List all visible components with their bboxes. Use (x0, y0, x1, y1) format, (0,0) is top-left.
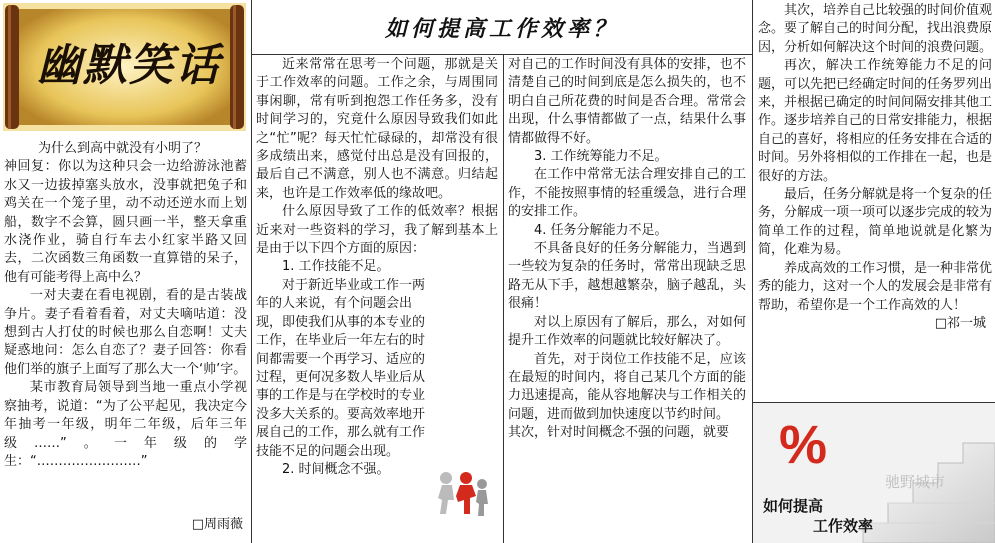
article-para-reasons: 什么原因导致了工作的低效率？根据近来对一些资料的学习，我了解到基本上是由于以下四个方面的原因： (256, 204, 498, 257)
column-divider-1 (251, 0, 252, 543)
article-para-habit: 养成高效的工作习惯，是一种非常优秀的能力，这对一个人的发展会是非常有帮助，希望你是一个工作高效的人！ (758, 260, 992, 313)
article-title-bar (252, 0, 752, 54)
article-column-2 (508, 56, 746, 543)
humor-signature: □周雨薇 (191, 517, 243, 532)
article-heading-3: 3. 工作统筹能力不足。 (534, 149, 668, 165)
percent-icon: % (779, 415, 828, 475)
joke-1-question: 为什么到高中就没有小明了？ (38, 141, 208, 156)
article-para-last: 最后，任务分解就是将一个复杂的任务，分解成一项一项可以逐步完成的较为简单工作的过程，简单地说就是化繁为简，化难为易。 (758, 187, 992, 258)
article-para-value: 其次，培养自己比较强的时间价值观念。要了解自己的时间分配，找出浪费原因，分析如何解决这个时间的浪费问题。 (758, 3, 992, 55)
article-para-coordinate: 再次，解决工作统筹能力不足的问题，可以先把已经确定时间的任务罗列出来，并根据已确定的时间间隔安排其他工作。逐步培养自己的日常安排能力，根据自己的喜好，将相应的任务安排在合适的时间。另外将相似的工作排在一起，也是很好的方法。 (758, 58, 992, 184)
humor-banner-title: 幽默笑话 (37, 40, 221, 91)
article-para-time: 对自己的工作时间没有具体的安排，也不清楚自己的时间到底是怎么损失的，也不明白自己所花费的时间是否合理。常常会出现，什么事情都做了一点，结果什么事情都做得不好。 (508, 57, 746, 146)
article-para-decompose: 不具备良好的任务分解能力，当遇到一些较为复杂的任务时，常常出现缺乏思路无从下手，越想越繁杂，脑子越乱，头很痛！ (508, 241, 746, 312)
watermark-text: 驰野城市 (885, 473, 946, 491)
humor-text-block (4, 140, 247, 471)
article-heading-2: 2. 时间概念不强。 (282, 461, 390, 477)
article-heading-4: 4. 任务分解能力不足。 (534, 222, 668, 238)
article-para-planning: 在工作中常常无法合理安排自己的工作，不能按照事情的轻重缓急，进行合理的安排工作。 (508, 167, 746, 220)
article-column-divider (503, 54, 504, 543)
article-column-3 (758, 2, 992, 402)
efficiency-image (753, 403, 995, 543)
article-para-second-start: 其次，针对时间概念不强的问题，就要 (508, 425, 730, 441)
article-title: 如何提高工作效率？ (384, 15, 619, 42)
image-caption-line-1: 如何提高 (763, 498, 824, 515)
title-divider (252, 54, 752, 55)
article-para-skills: 对于新近毕业或工作一两年的人来说，有个问题会出现，即使我们从事的本专业的工作，在毕业后一年左右的时间都需要一个再学习、适应的过程，更何况多数人毕业后从事的工作是与在学校时的专业没多大关系的。要高效率地开展自己的工作，那么就有工作技能不足的问题会出现。 (256, 277, 426, 459)
joke-3: 某市教育局领导到当地一重点小学视察抽考，说道：“为了公平起见，我决定今年抽考一年级，明年二年级，后年三年级……”。一年级的学生：“……………………” (4, 380, 247, 469)
joke-1-answer: 神回复：你以为这种只会一边给游泳池蓄水又一边拔掉塞头放水，没事就把兔子和鸡关在一个笼子里，动不动还逆水而上划船，数字不会算，圆只画一半，整天拿重水浇作业，骑自行车去小红家半路又回去，二次函数三角函数一直算错的呆子，他有可能考得上高中么？ (4, 159, 247, 285)
runners-illustration (432, 470, 492, 522)
article-signature: □祁一城 (934, 315, 986, 331)
image-caption-line-2: 工作效率 (813, 518, 874, 535)
humor-column (0, 0, 251, 543)
joke-2: 一对夫妻在看电视剧，看的是古装战争片。妻子看着看着，对丈夫嘀咕道：没想到古人打仗的时候也那么自恋啊！丈夫疑惑地问：怎么自恋了？妻子回答：你看他们举的旗子上面写了那么大一个‘帅’字。 (4, 288, 247, 377)
article-para-intro: 近来常常在思考一个问题，那就是关于工作效率的问题。工作之余，与周围同事闲聊，常有听到抱怨工作任务多，没有时间学习的，究竟什么原因导致我们如此之“忙”呢？每天忙忙碌碌的，却常没有很多成绩出来，感觉付出总是没有回报的，最后自己不满意，别人也不满意。归结起来，也许是工作效率低的缘故吧。 (256, 57, 498, 201)
article-heading-1: 1. 工作技能不足。 (282, 259, 390, 275)
article-para-solve: 对以上原因有了解后，那么，对如何提升工作效率的问题就比较好解决了。 (508, 314, 746, 349)
article-para-first: 首先，对于岗位工作技能不足，应该在最短的时间内，将自己某几个方面的能力迅速提高，能从容地解决与工作相关的问题，进而做到加快速度以节约时间。 (508, 351, 746, 422)
